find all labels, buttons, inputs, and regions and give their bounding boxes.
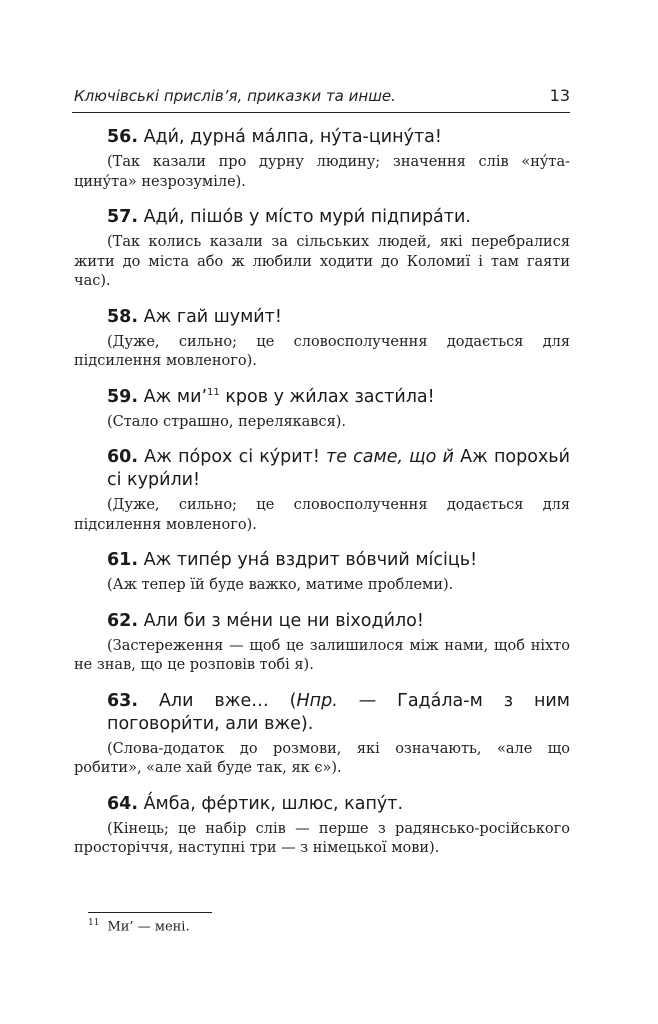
proverb-body: Ади́, пішо́в у мі́сто мури́ підпира́ти. [138, 207, 471, 227]
entry-number: 56. [107, 127, 139, 147]
proverb-text [74, 549, 570, 572]
entry-number: 62. [107, 610, 139, 631]
proverb-explanation: (Стало страшно, перелякався). [107, 413, 347, 430]
footnote-text: Ми’ — мені. [107, 919, 190, 935]
proverb-list [74, 126, 570, 873]
entry-number: 64. [107, 793, 139, 814]
proverb-text [74, 610, 570, 633]
footnote-reference[interactable]: 11 [207, 386, 220, 398]
proverb-explanation: (Так казали про дурну людину; значення слів «ну́та-цину́та» незрозуміле). [74, 154, 570, 190]
proverb-body: А́мба, фе́ртик, шлюс, капу́т. [138, 793, 404, 814]
proverb-entry-64 [74, 793, 570, 859]
proverb-explanation: (Кінець; це набір слів — перше з радянсько-російського просторіччя, наступні три — з німецької мови). [74, 820, 570, 856]
proverb-text [74, 446, 570, 492]
proverb-entry-56 [74, 126, 570, 192]
proverb-entry-63 [74, 690, 570, 779]
proverb-italic-note: Нпр. [296, 690, 338, 711]
proverb-body: Аж гай шуми́т! [138, 306, 282, 327]
proverb-explanation: (Застереження — щоб це залишилося між нами, щоб ніхто не знав, що це розповів тобі я). [74, 637, 570, 673]
proverb-text [74, 126, 570, 149]
proverb-text [74, 306, 570, 329]
running-title: Ключівські прислів’я, приказки та инше. [74, 87, 396, 105]
proverb-entry-58 [74, 306, 570, 372]
proverb-body: Аж типе́р уна́ вздрит во́вчий мі́сіць! [138, 550, 478, 570]
proverb-body: Ади́, дурна́ ма́лпа, ну́та-цину́та! [138, 127, 442, 147]
proverb-entry-60 [74, 446, 570, 535]
proverb-entry-59 [74, 386, 570, 433]
proverb-body-start: Аж по́рох сі ку́рит! [138, 447, 327, 467]
proverb-explanation: (Дуже, сильно; це словосполучення додається для підсилення мовленого). [74, 497, 570, 533]
proverb-entry-62 [74, 610, 570, 676]
proverb-text [74, 206, 570, 229]
entry-number: 61. [107, 550, 139, 570]
proverb-explanation: (Слова-додаток до розмови, які означають, «але що робити», «але хай буде так, як є»). [74, 740, 570, 776]
footnote-number: 11 [88, 918, 100, 928]
proverb-explanation: (Так колись казали за сільських людей, які перебралися жити до міста або ж любили ходити до Коломиї і там гаяти час). [74, 234, 570, 289]
proverb-body-end: Аж порохьи́ сі кури́ли! [107, 447, 570, 490]
proverb-entry-57 [74, 206, 570, 292]
proverb-entry-61 [74, 549, 570, 596]
proverb-body-start: Али вже… ( [138, 690, 297, 711]
proverb-body-end: — Гада́ла-м з ним поговори́ти, али вже). [107, 690, 570, 734]
footnote-divider [88, 912, 212, 913]
proverb-explanation: (Аж тепер їй буде важко, матиме проблеми). [107, 577, 454, 593]
proverb-text [74, 386, 570, 409]
entry-number: 58. [107, 306, 139, 327]
proverb-text [74, 793, 570, 816]
entry-number: 63. [107, 690, 139, 711]
proverb-text [74, 690, 570, 736]
page-number: 13 [549, 86, 570, 105]
proverb-explanation: (Дуже, сильно; це словосполучення додається для підсилення мовленого). [74, 333, 570, 369]
entry-number: 60. [107, 447, 139, 467]
proverb-italic-note: те саме, що й [326, 447, 454, 467]
entry-number: 57. [107, 207, 139, 227]
proverb-body-end: кров у жи́лах засти́ла! [219, 386, 435, 407]
footnote [88, 918, 190, 934]
proverb-body-start: Аж ми’ [138, 386, 208, 407]
page-header [72, 86, 570, 113]
entry-number: 59. [107, 386, 139, 407]
proverb-body: Али би з ме́ни це ни віходи́ло! [138, 610, 424, 631]
